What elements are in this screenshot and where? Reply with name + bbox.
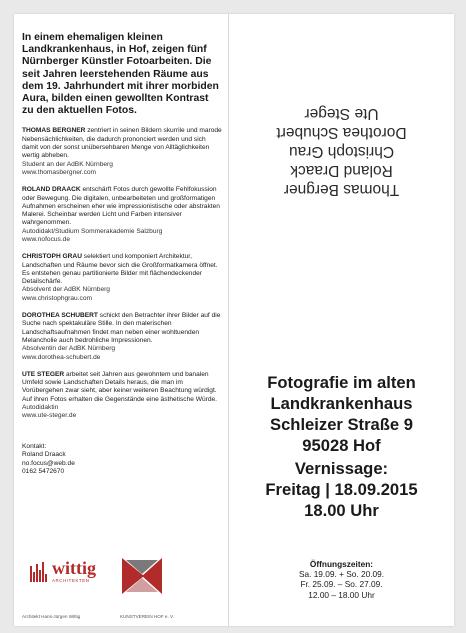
venue-line: 95028 Hof bbox=[302, 436, 381, 455]
wittig-subtitle: ARCHITEKTEN bbox=[52, 578, 90, 583]
vernissage-label: Vernissage: bbox=[294, 459, 389, 478]
artist-education: Student an der AdBK Nürnberg bbox=[22, 160, 113, 168]
artist-name: ROLAND DRAACK bbox=[22, 186, 81, 194]
sponsor-logos bbox=[22, 552, 222, 624]
opening-hours-line: 12.00 – 18.00 Uhr bbox=[308, 589, 375, 600]
opening-hours bbox=[229, 559, 454, 600]
artist-name-line: Ute Steger bbox=[304, 105, 379, 122]
artist-bio bbox=[22, 186, 222, 244]
artist-name-line: Christoph Grau bbox=[288, 143, 395, 160]
venue-block bbox=[229, 372, 454, 456]
contact-name: Roland Draack bbox=[22, 451, 66, 459]
contact-block bbox=[22, 443, 222, 477]
artist-website: www.nofocus.de bbox=[22, 235, 71, 243]
opening-hours-line: Sa. 19.09. + So. 20.09. bbox=[298, 569, 385, 580]
kunstverein-logo-icon bbox=[120, 554, 164, 598]
wittig-architekten-logo bbox=[22, 552, 108, 612]
artist-bio bbox=[22, 312, 222, 362]
artist-name: THOMAS BERGNER bbox=[22, 127, 86, 135]
venue-line: Fotografie im alten bbox=[267, 373, 416, 392]
artist-name: DOROTHEA SCHUBERT bbox=[22, 312, 98, 320]
artist-education: Autodidakt/Studium Sommerakademie Salzburg bbox=[22, 227, 163, 235]
artist-name-line: Dorothea Schubert bbox=[276, 124, 407, 141]
artist-name: CHRISTOPH GRAU bbox=[22, 253, 82, 261]
artist-name-line: Roland Draack bbox=[290, 162, 393, 179]
right-column bbox=[229, 14, 454, 626]
artist-website: www.dorothea-schubert.de bbox=[22, 353, 101, 361]
artist-bio bbox=[22, 127, 222, 177]
wittig-bars-icon bbox=[30, 562, 48, 582]
wittig-wordmark: wittig bbox=[52, 558, 96, 578]
artist-website: www.christophgrau.com bbox=[22, 294, 92, 302]
venue-line: Schleizer Straße 9 bbox=[270, 415, 413, 434]
artist-names-upside-down bbox=[229, 104, 454, 199]
vernissage-date: Freitag | 18.09.2015 bbox=[265, 480, 418, 499]
contact-email: no.focus@web.de bbox=[22, 459, 75, 467]
intro-text: In einem ehemaligen kleinen Landkrankenhaus, in Hof, zeigen fünf Nürnberger Künstler Fotoarbeiten. Die seit Jahren leerstehenden Räume aus dem 19. Jahrhundert mit ihrer morbiden Aura, bilden einen gewollten Kontrast zu den aktuellen Fotos. bbox=[22, 32, 219, 117]
artist-description: entschärft Fotos durch gewollte Fehlfokussion oder Bewegung. Die digitalen, unbearbeiteten und großformatigen Aufnahmen erscheinen eher wie impressionistische oder abstrakten Malerei. Scheinbar werden Licht und Farben intensiver wahrgenommen. bbox=[22, 186, 220, 227]
vernissage-block bbox=[229, 458, 454, 521]
poster-sheet bbox=[14, 14, 454, 626]
opening-hours-label: Öffnungszeiten: bbox=[309, 559, 374, 569]
kunstverein-caption: KUNSTVEREIN HOF e. V. bbox=[120, 614, 174, 619]
artist-website: www.ute-steger.de bbox=[22, 412, 77, 420]
vernissage-time: 18.00 Uhr bbox=[304, 501, 379, 520]
artist-name-line: Thomas Bergner bbox=[283, 181, 400, 198]
left-column bbox=[22, 32, 222, 477]
artist-bio bbox=[22, 371, 222, 421]
artist-education: Absolvent der AdBK Nürnberg bbox=[22, 286, 110, 294]
artist-description: schickt den Betrachter ihrer Bilder auf die Suche nach spektakuläre Stille. In den malerischen Landschaftsaufnahmen findet man neben einer wohltuenden Melancholie auch bedrohliche Impressionen. bbox=[22, 312, 221, 344]
artist-description: arbeitet seit Jahren aus gewohntem und banalen Umfeld sowie Landschaften Details heraus, die man im Vorübergehen zwar sieht, aber keiner weiteren Beachtung würdigt. Auf ihren Fotos erhalten die Gegenstände eine ästhetische Würde. bbox=[22, 370, 218, 403]
artist-bio bbox=[22, 253, 222, 303]
opening-hours-line: Fr. 25.09. – So. 27.09. bbox=[300, 579, 383, 590]
artist-website: www.thomasbergner.com bbox=[22, 168, 97, 176]
artist-description: selektiert und komponiert Architektur, Landschaften und Räume bevor sich die Großformatkamera öffnet. Es entstehen genau partitionierte Bilder mit flächendeckender Detailschärfe. bbox=[22, 253, 218, 286]
wittig-caption: Architekt Hans-Jürgen Wittig bbox=[22, 614, 81, 619]
contact-phone: 0162 5472670 bbox=[22, 468, 65, 476]
contact-label: Kontakt: bbox=[22, 442, 47, 450]
artist-education: Absolventin der AdBK Nürnberg bbox=[22, 345, 116, 353]
artist-description: zentriert in seinen Bildern skurrile und marode Nebensächlichkeiten, die dadurch prononciert werden und sich damit von der sonst unübersehbaren Menge von Alltäglichkeiten wertig abheben. bbox=[22, 127, 222, 160]
venue-line: Landkrankenhaus bbox=[270, 394, 413, 413]
artist-education: Autodidaktin bbox=[22, 404, 59, 412]
artist-name: UTE STEGER bbox=[22, 370, 65, 378]
